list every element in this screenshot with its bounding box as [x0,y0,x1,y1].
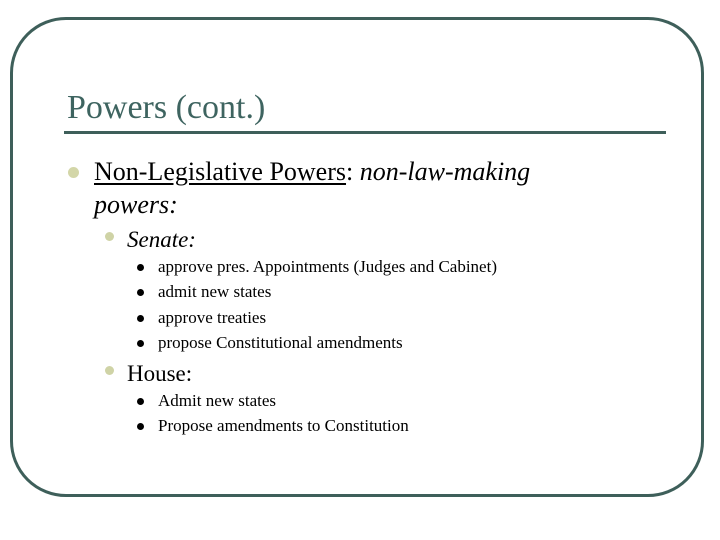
house-item: Admit new states [158,391,277,410]
bullet-dot-icon [105,366,114,375]
bullet-dot-icon [137,423,144,430]
main-point-term: Non-Legislative Powers [94,157,347,186]
bullet-dot-icon [137,315,144,322]
bullet-dot-icon [105,232,114,241]
senate-item: propose Constitutional amendments [158,333,403,352]
main-point [94,155,654,221]
senate-label: Senate: [127,227,196,252]
bullet-dot-icon [137,340,144,347]
senate-item: approve treaties [158,308,267,327]
title-divider [64,131,666,134]
bullet-dot-icon [137,289,144,296]
main-point-separator: : [346,157,360,186]
main-point-definition-line1: non-law-making [359,157,531,186]
bullet-dot-icon [68,167,79,178]
bullet-dot-icon [137,264,144,271]
senate-item: approve pres. Appointments (Judges and Cabinet) [158,257,497,276]
main-point-definition-line2: powers: [94,190,178,219]
house-item: Propose amendments to Constitution [158,416,409,435]
house-label: House: [127,361,193,386]
bullet-dot-icon [137,398,144,405]
senate-item: admit new states [158,282,272,301]
slide-title: Powers (cont.) [67,89,266,126]
